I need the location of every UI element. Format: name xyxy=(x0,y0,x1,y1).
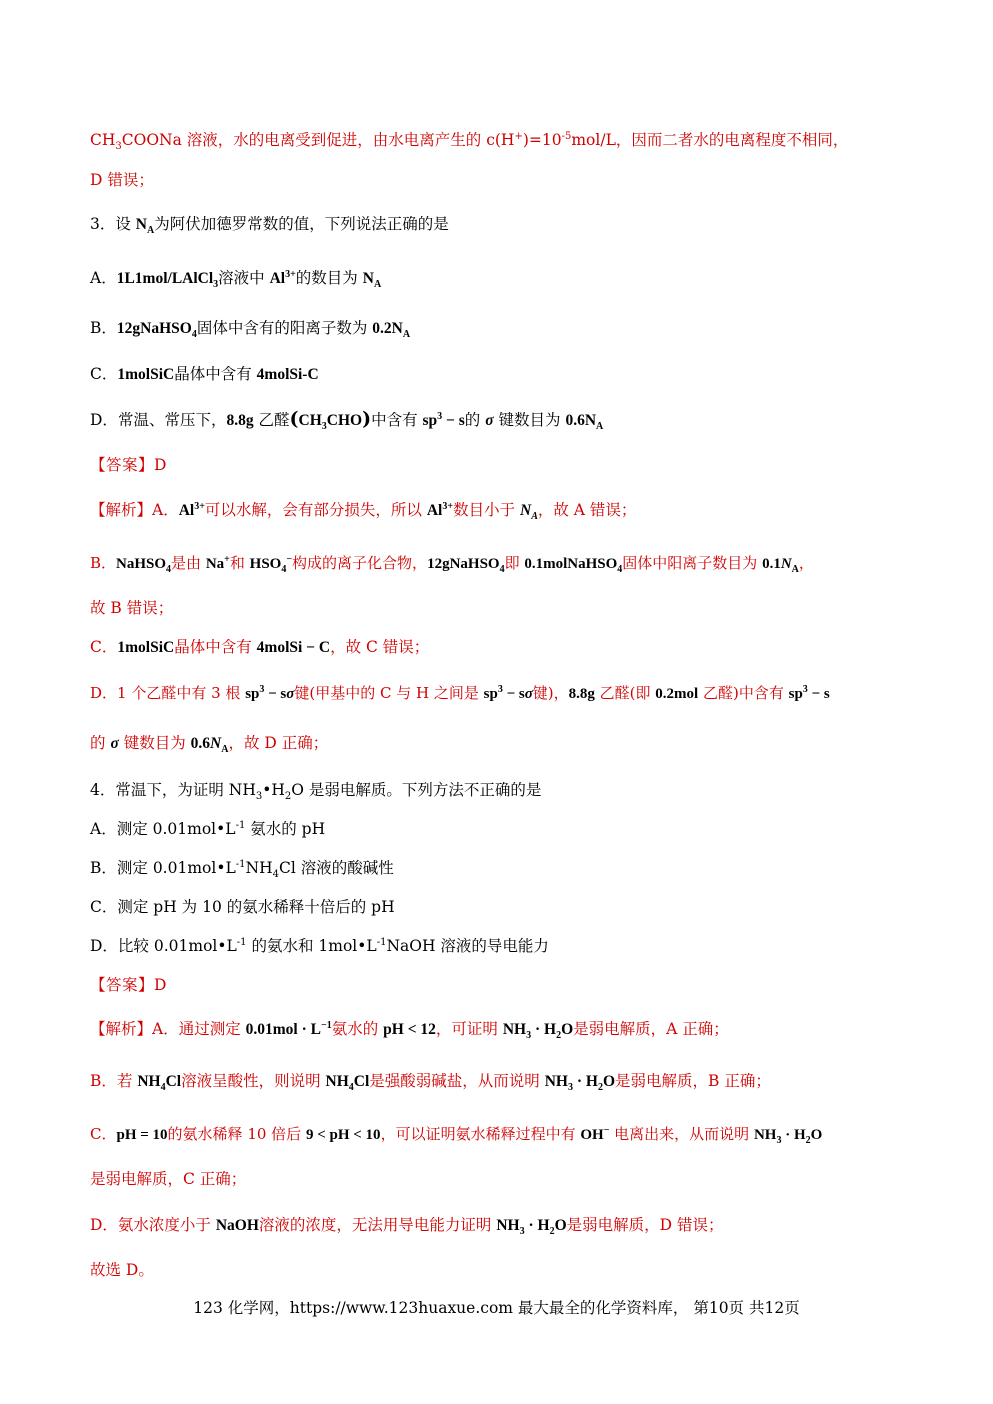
q4-answer: 【答案】D xyxy=(90,976,167,994)
q4-explain-a: 【解析】A．通过测定 $0.01mol \cdot L^{-1}$氨水的 pH < 12，可证明 $NH_3 \cdot H_2O$是弱电解质，A 正确； xyxy=(90,1019,729,1042)
q3-explain-c: C．1molSiC晶体中含有 4molSi − C，故 C 错误； xyxy=(90,638,430,656)
q4-option-a: A．测定 $0.01mol•L^{-1}$ 氨水的 pH xyxy=(90,819,326,838)
q3-option-a: A．1L1mol/LAlCl$_3$溶液中 $Al^{3+}$的数目为 $N_A$ xyxy=(90,268,382,291)
q4-stem: 4．常温下，为证明 $NH_3•H_2O$ 是弱电解质。下列方法不正确的是 xyxy=(90,781,542,803)
q4-option-d: D．比较 $0.01mol•L^{-1}$ 的氨水和 $1mol•L^{-1}NaOH$ 溶液的导电能力 xyxy=(90,936,549,955)
q4-final: 故选 D。 xyxy=(90,1261,154,1279)
q4-option-b: B．测定 $0.01mol•L^{-1}NH_4Cl$ 溶液的酸碱性 xyxy=(90,858,394,881)
q3-explain-d-2: 的 σ 键数目为 $0.6N_A$，故 D 正确； xyxy=(90,734,329,756)
q4-explain-c-2: 是弱电解质，C 正确； xyxy=(90,1170,247,1188)
q4-explain-b: B．若 $NH_4Cl$溶液呈酸性，则说明 $NH_4Cl$是强酸弱碱盐，从而说明 $NH_3 \cdot H_2O$是弱电解质，B 正确； xyxy=(90,1072,771,1094)
prev-line-1: $CH_3COONa$ 溶液，水的电离受到促进，由水电离产生的 $c(H^+)=10^{-5}mol/L$，因而二者水的电离程度不相同， xyxy=(90,130,849,153)
page-footer: 123 化学网，https://www.123huaxue.com 最大最全的化学资料库， 第10页 共12页 xyxy=(193,1299,800,1317)
q3-explain-b-2: 故 B 错误； xyxy=(90,599,174,617)
q4-option-c: C．测定 pH 为 10 的氨水稀释十倍后的 pH xyxy=(90,898,395,916)
q3-option-b: B．12gNaHSO$_4$固体中含有的阳离子数为 $0.2N_A$ xyxy=(90,319,411,341)
q3-explain-b: B．NaHSO$_4$是由 Na+和 $HSO_4^-$构成的离子化合物，12gNaHSO$_4$即 0.1molNaHSO$_4$固体中阳离子数目为 $0.1N_A$， xyxy=(90,554,814,575)
q3-stem: 3．设 $N_A$为阿伏加德罗常数的值，下列说法正确的是 xyxy=(90,215,449,237)
q3-explain-a: 【解析】A．$Al^{3+}$可以水解，会有部分损失，所以 $Al^{3+}$数目小于 $N_A$，故 A 错误； xyxy=(90,500,637,523)
q3-option-d: D．常温、常压下，8.8g 乙醛$(CH_3CHO)$中含有 $sp^3 - s$的 σ 键数目为 $0.6N_A$ xyxy=(90,408,604,433)
q4-explain-c: C．pH = 10的氨水稀释 10 倍后 9 < pH < 10，可以证明氨水稀释过程中有 OH− 电离出来，从而说明 $NH_3 \cdot H_2O$ xyxy=(90,1125,823,1146)
q3-option-c: C．1molSiC晶体中含有 4molSi-C xyxy=(90,365,319,383)
q4-explain-d: D．氨水浓度小于 NaOH溶液的浓度，无法用导电能力证明 $NH_3 \cdot H_2O$是弱电解质，D 错误； xyxy=(90,1216,724,1238)
q3-explain-d: D．1 个乙醛中有 3 根 $sp^3 - s\sigma$键(甲基中的 C 与 H 之间是 $sp^3 - s\sigma$键)，8.8g 乙醛(即 0.2mol 乙醛)中含有 $sp^3 - s$ xyxy=(90,684,830,702)
prev-line-2: D 错误； xyxy=(90,171,154,189)
q3-answer: 【答案】D xyxy=(90,456,167,474)
